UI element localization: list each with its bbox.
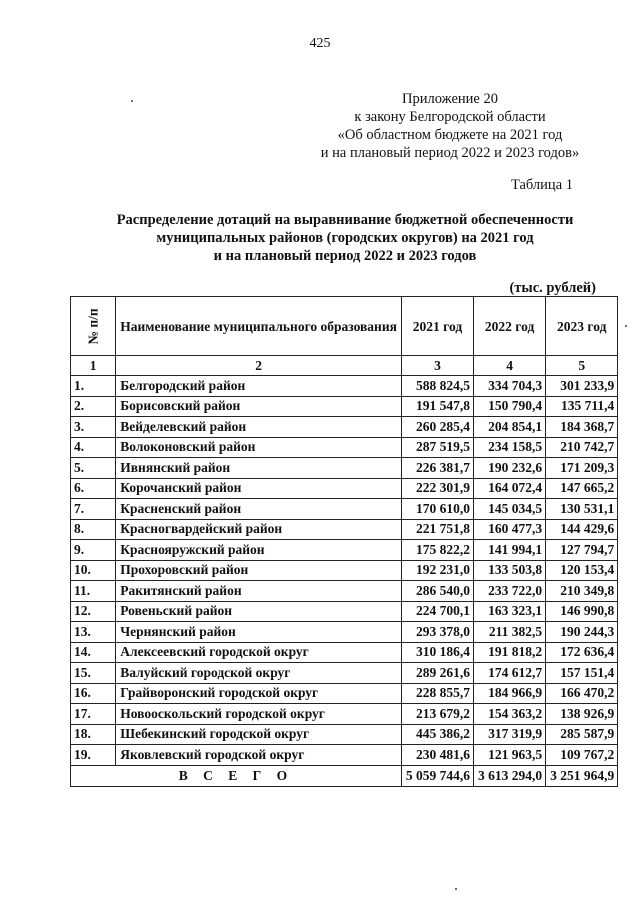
row-name: Валуйский городской округ bbox=[116, 663, 402, 684]
row-value-2021: 287 519,5 bbox=[401, 437, 473, 458]
total-2021: 5 059 744,6 bbox=[401, 765, 473, 786]
row-value-2023: 172 636,4 bbox=[546, 642, 618, 663]
row-value-2022: 145 034,5 bbox=[474, 499, 546, 520]
row-value-2022: 334 704,3 bbox=[474, 376, 546, 397]
row-value-2021: 445 386,2 bbox=[401, 724, 473, 745]
row-value-2023: 127 794,7 bbox=[546, 540, 618, 561]
row-value-2022: 174 612,7 bbox=[474, 663, 546, 684]
row-number: 4. bbox=[71, 437, 116, 458]
row-number: 5. bbox=[71, 458, 116, 479]
row-value-2023: 166 470,2 bbox=[546, 683, 618, 704]
row-name: Белгородский район bbox=[116, 376, 402, 397]
title-line: Распределение дотаций на выравнивание бюджетной обеспеченности bbox=[116, 212, 574, 228]
row-name: Шебекинский городской округ bbox=[116, 724, 402, 745]
row-value-2022: 234 158,5 bbox=[474, 437, 546, 458]
row-number: 19. bbox=[71, 745, 116, 766]
row-number: 14. bbox=[71, 642, 116, 663]
table-row bbox=[71, 417, 618, 438]
row-name: Красненский район bbox=[116, 499, 402, 520]
header-number-label: № п/п bbox=[85, 307, 101, 345]
row-number: 16. bbox=[71, 683, 116, 704]
table-row bbox=[71, 478, 618, 499]
table-row bbox=[71, 519, 618, 540]
column-index: 3 bbox=[401, 356, 473, 376]
table-row bbox=[71, 663, 618, 684]
row-value-2023: 210 742,7 bbox=[546, 437, 618, 458]
row-value-2023: 184 368,7 bbox=[546, 417, 618, 438]
row-name: Корочанский район bbox=[116, 478, 402, 499]
row-name: Ровеньский район bbox=[116, 601, 402, 622]
scan-speck bbox=[455, 888, 457, 890]
title-line: и на плановый период 2022 и 2023 годов bbox=[213, 248, 477, 264]
row-value-2023: 147 665,2 bbox=[546, 478, 618, 499]
row-value-2021: 170 610,0 bbox=[401, 499, 473, 520]
row-name: Чернянский район bbox=[116, 622, 402, 643]
row-name: Новооскольский городской округ bbox=[116, 704, 402, 725]
row-value-2022: 154 363,2 bbox=[474, 704, 546, 725]
row-value-2022: 204 854,1 bbox=[474, 417, 546, 438]
appendix-line: к закону Белгородской области bbox=[354, 109, 546, 125]
row-value-2021: 213 679,2 bbox=[401, 704, 473, 725]
appendix-line: Приложение 20 bbox=[402, 91, 498, 107]
subsidy-table bbox=[70, 296, 618, 787]
row-value-2023: 109 767,2 bbox=[546, 745, 618, 766]
table-row bbox=[71, 704, 618, 725]
total-2022: 3 613 294,0 bbox=[474, 765, 546, 786]
column-index: 2 bbox=[116, 356, 402, 376]
row-value-2021: 191 547,8 bbox=[401, 396, 473, 417]
header-row bbox=[71, 297, 618, 356]
table-row bbox=[71, 560, 618, 581]
table-row bbox=[71, 683, 618, 704]
row-name: Вейделевский район bbox=[116, 417, 402, 438]
scan-speck bbox=[131, 100, 133, 102]
table-row bbox=[71, 745, 618, 766]
row-number: 8. bbox=[71, 519, 116, 540]
row-name: Прохоровский район bbox=[116, 560, 402, 581]
table-row bbox=[71, 601, 618, 622]
row-value-2022: 141 994,1 bbox=[474, 540, 546, 561]
row-number: 18. bbox=[71, 724, 116, 745]
row-value-2023: 301 233,9 bbox=[546, 376, 618, 397]
column-index-row bbox=[71, 356, 618, 376]
table-row bbox=[71, 376, 618, 397]
row-value-2022: 150 790,4 bbox=[474, 396, 546, 417]
row-value-2021: 224 700,1 bbox=[401, 601, 473, 622]
row-value-2023: 210 349,8 bbox=[546, 581, 618, 602]
row-value-2023: 190 244,3 bbox=[546, 622, 618, 643]
row-name: Грайворонский городской округ bbox=[116, 683, 402, 704]
total-row bbox=[71, 765, 618, 786]
row-name: Борисовский район bbox=[116, 396, 402, 417]
row-value-2022: 163 323,1 bbox=[474, 601, 546, 622]
header-2023: 2023 год bbox=[546, 297, 618, 356]
row-value-2023: 157 151,4 bbox=[546, 663, 618, 684]
row-number: 15. bbox=[71, 663, 116, 684]
title-line: муниципальных районов (городских округов) на 2021 год bbox=[156, 230, 534, 246]
document-title bbox=[60, 211, 630, 265]
row-number: 1. bbox=[71, 376, 116, 397]
row-value-2022: 191 818,2 bbox=[474, 642, 546, 663]
row-value-2022: 133 503,8 bbox=[474, 560, 546, 581]
row-value-2021: 310 186,4 bbox=[401, 642, 473, 663]
appendix-block bbox=[300, 90, 600, 162]
row-number: 7. bbox=[71, 499, 116, 520]
table-row bbox=[71, 724, 618, 745]
row-value-2021: 221 751,8 bbox=[401, 519, 473, 540]
row-value-2021: 286 540,0 bbox=[401, 581, 473, 602]
total-label: В С Е Г О bbox=[71, 765, 402, 786]
table-row bbox=[71, 396, 618, 417]
row-name: Ивнянский район bbox=[116, 458, 402, 479]
row-value-2023: 135 711,4 bbox=[546, 396, 618, 417]
row-value-2023: 138 926,9 bbox=[546, 704, 618, 725]
row-value-2021: 222 301,9 bbox=[401, 478, 473, 499]
row-value-2023: 144 429,6 bbox=[546, 519, 618, 540]
row-value-2021: 175 822,2 bbox=[401, 540, 473, 561]
total-2023: 3 251 964,9 bbox=[546, 765, 618, 786]
table-row bbox=[71, 437, 618, 458]
table-row bbox=[71, 642, 618, 663]
column-index: 1 bbox=[71, 356, 116, 376]
row-value-2022: 164 072,4 bbox=[474, 478, 546, 499]
row-number: 3. bbox=[71, 417, 116, 438]
row-number: 9. bbox=[71, 540, 116, 561]
row-value-2021: 293 378,0 bbox=[401, 622, 473, 643]
row-number: 2. bbox=[71, 396, 116, 417]
header-2022: 2022 год bbox=[474, 297, 546, 356]
row-number: 6. bbox=[71, 478, 116, 499]
table-row bbox=[71, 499, 618, 520]
row-value-2021: 226 381,7 bbox=[401, 458, 473, 479]
units-label: (тыс. рублей) bbox=[509, 280, 596, 296]
row-number: 11. bbox=[71, 581, 116, 602]
row-name: Волоконовский район bbox=[116, 437, 402, 458]
row-value-2021: 230 481,6 bbox=[401, 745, 473, 766]
row-value-2021: 192 231,0 bbox=[401, 560, 473, 581]
row-value-2022: 121 963,5 bbox=[474, 745, 546, 766]
row-value-2022: 211 382,5 bbox=[474, 622, 546, 643]
table-row bbox=[71, 581, 618, 602]
column-index: 4 bbox=[474, 356, 546, 376]
row-value-2023: 285 587,9 bbox=[546, 724, 618, 745]
row-name: Яковлевский городской округ bbox=[116, 745, 402, 766]
row-value-2023: 130 531,1 bbox=[546, 499, 618, 520]
table-row bbox=[71, 458, 618, 479]
row-number: 12. bbox=[71, 601, 116, 622]
header-2021: 2021 год bbox=[401, 297, 473, 356]
row-name: Алексеевский городской округ bbox=[116, 642, 402, 663]
row-value-2022: 317 319,9 bbox=[474, 724, 546, 745]
row-value-2022: 233 722,0 bbox=[474, 581, 546, 602]
row-value-2023: 120 153,4 bbox=[546, 560, 618, 581]
appendix-line: и на плановый период 2022 и 2023 годов» bbox=[320, 145, 580, 161]
row-value-2022: 184 966,9 bbox=[474, 683, 546, 704]
row-value-2022: 190 232,6 bbox=[474, 458, 546, 479]
row-value-2023: 171 209,3 bbox=[546, 458, 618, 479]
table-row bbox=[71, 540, 618, 561]
row-value-2021: 260 285,4 bbox=[401, 417, 473, 438]
row-value-2022: 160 477,3 bbox=[474, 519, 546, 540]
table-row bbox=[71, 622, 618, 643]
header-name: Наименование муниципального образования bbox=[116, 297, 402, 356]
row-number: 10. bbox=[71, 560, 116, 581]
row-value-2021: 228 855,7 bbox=[401, 683, 473, 704]
row-number: 13. bbox=[71, 622, 116, 643]
row-number: 17. bbox=[71, 704, 116, 725]
header-number bbox=[71, 297, 116, 356]
row-name: Красногвардейский район bbox=[116, 519, 402, 540]
appendix-line: «Об областном бюджете на 2021 год bbox=[337, 127, 563, 143]
column-index: 5 bbox=[546, 356, 618, 376]
page-number: 425 bbox=[309, 36, 331, 51]
table-label: Таблица 1 bbox=[510, 177, 573, 193]
row-name: Ракитянский район bbox=[116, 581, 402, 602]
row-value-2021: 588 824,5 bbox=[401, 376, 473, 397]
row-name: Краснояружский район bbox=[116, 540, 402, 561]
row-value-2021: 289 261,6 bbox=[401, 663, 473, 684]
scan-speck bbox=[625, 325, 627, 327]
row-value-2023: 146 990,8 bbox=[546, 601, 618, 622]
